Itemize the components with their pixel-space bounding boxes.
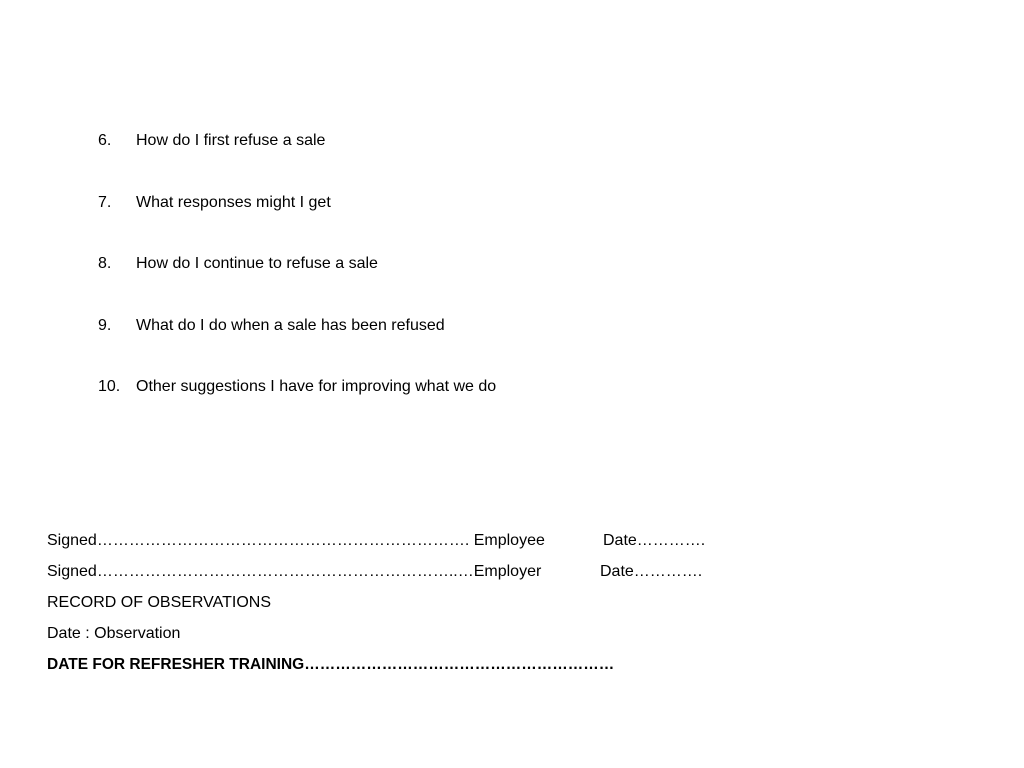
question-number: 9.	[98, 316, 112, 334]
employee-signed-label: Signed……………………………………………………………. Employee	[47, 532, 545, 549]
question-text: What do I do when a sale has been refused	[136, 316, 445, 334]
question-number: 7.	[98, 193, 112, 211]
question-number: 10.	[98, 378, 121, 395]
question-text: What responses might I get	[136, 193, 331, 211]
question-list	[98, 131, 496, 439]
question-text: How do I first refuse a sale	[136, 132, 326, 149]
employer-signature-line	[47, 562, 1007, 593]
refresher-training-label: DATE FOR REFRESHER TRAINING……………………………………………………	[47, 656, 615, 673]
signature-section	[47, 531, 1007, 686]
question-text: How do I continue to refuse a sale	[136, 255, 378, 272]
question-item-8	[98, 254, 496, 316]
employee-date-label: Date………….	[603, 532, 706, 549]
question-item-9	[98, 316, 496, 378]
question-text: Other suggestions I have for improving what we do	[136, 378, 497, 395]
date-observation-label: Date : Observation	[47, 625, 181, 642]
question-item-7	[98, 193, 496, 255]
employer-date-label: Date………….	[600, 563, 703, 580]
employer-signed-label: Signed…………………………………………………………..…Employer	[47, 563, 542, 580]
record-heading: RECORD OF OBSERVATIONS	[47, 594, 272, 611]
question-number: 8.	[98, 255, 112, 272]
question-item-6	[98, 131, 496, 193]
question-item-10	[98, 377, 496, 439]
employee-signature-line	[47, 531, 1007, 562]
question-number: 6.	[98, 132, 112, 149]
